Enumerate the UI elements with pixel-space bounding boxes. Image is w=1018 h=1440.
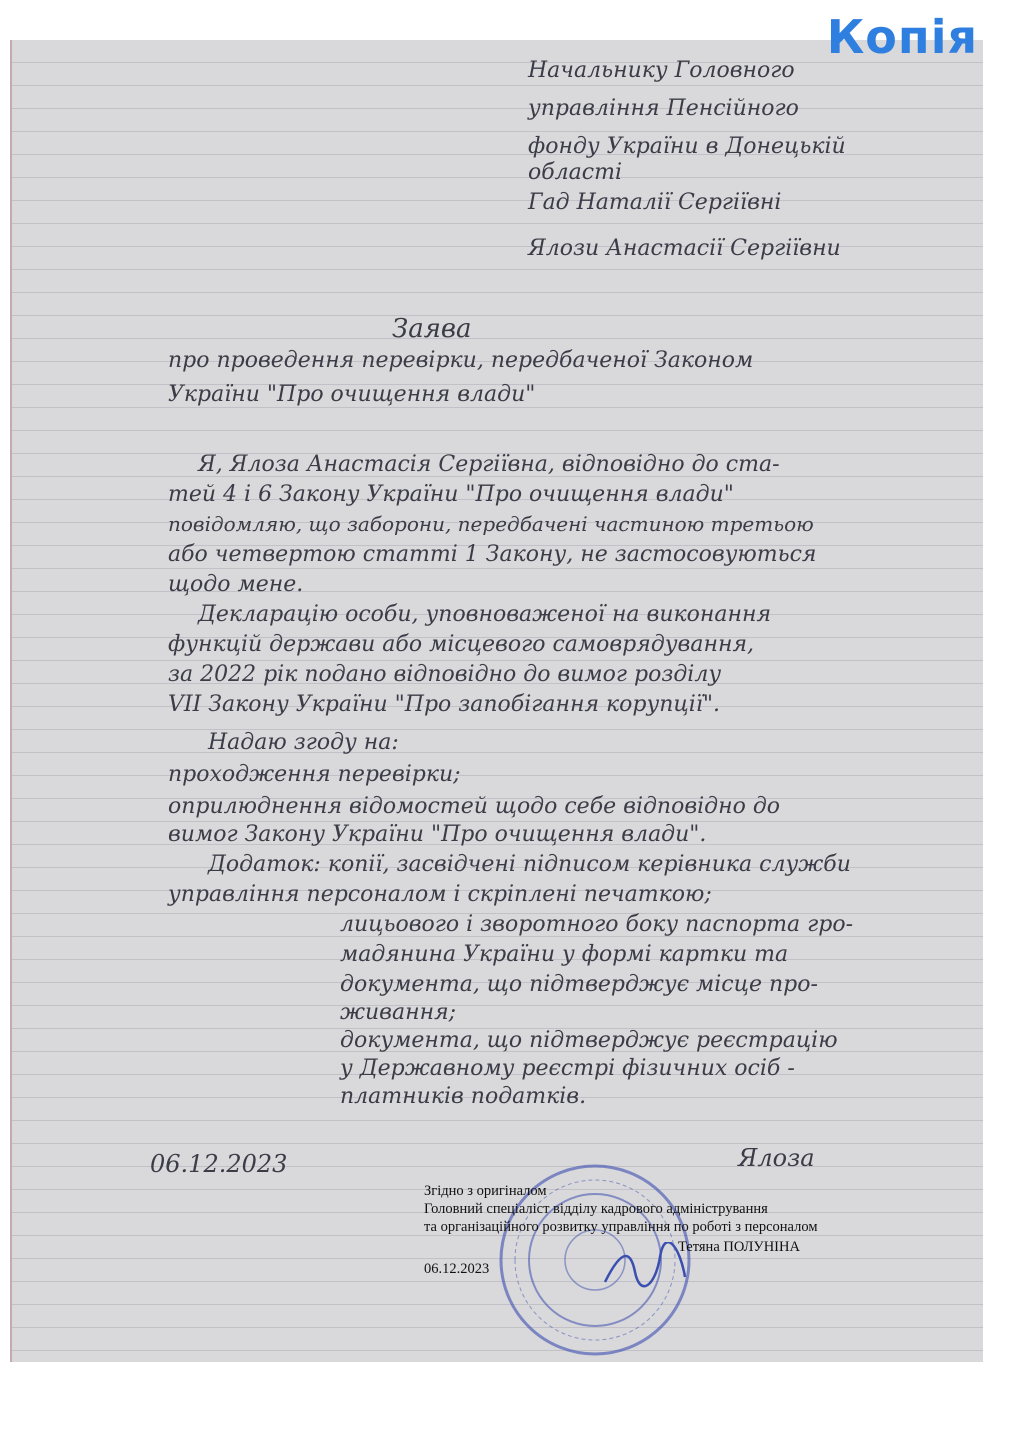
addressee-line: області: [528, 160, 623, 185]
document-subtitle: України "Про очищення влади": [168, 382, 536, 407]
certification-line: та організаційного розвитку управління по роботі з персоналом: [424, 1219, 818, 1235]
body-line: мадянина України у формі картки та: [340, 942, 789, 967]
body-line: щодо мене.: [168, 572, 304, 597]
addressee-line: Начальнику Головного: [528, 58, 795, 83]
addressee-line: Гад Наталії Сергіївні: [528, 190, 782, 215]
body-line: за 2022 рік подано відповідно до вимог розділу: [168, 662, 722, 687]
margin-line: [10, 40, 12, 1362]
body-line: Я, Ялоза Анастасія Сергіївна, відповідно до ста-: [198, 452, 780, 477]
body-line: Додаток: копії, засвідчені підписом керівника служби: [208, 852, 851, 877]
body-line: платників податків.: [340, 1084, 587, 1109]
body-line: документа, що підтверджує місце про-: [340, 972, 818, 997]
document-subtitle: про проведення перевірки, передбаченої Законом: [168, 348, 754, 373]
handwritten-date: 06.12.2023: [150, 1150, 288, 1178]
body-line: документа, що підтверджує реєстрацію: [340, 1028, 838, 1053]
signature-scribble-icon: [600, 1242, 690, 1292]
handwritten-signature: Ялоза: [738, 1144, 815, 1172]
addressee-line: управління Пенсійного: [528, 96, 799, 121]
body-line: Декларацію особи, уповноваженої на виконання: [198, 602, 772, 627]
certification-line: Згідно з оригіналом: [424, 1183, 547, 1199]
body-line: у Державному реєстрі фізичних осіб -: [340, 1056, 795, 1081]
body-line: живання;: [340, 1000, 457, 1025]
body-line: лицьового і зворотного боку паспорта гро-: [340, 912, 854, 937]
body-line: оприлюднення відомостей щодо себе відповідно до: [168, 794, 781, 819]
body-line: управління персоналом і скріплені печаткою;: [168, 882, 712, 907]
certifier-name: Тетяна ПОЛУНІНА: [678, 1239, 800, 1255]
body-line: або четвертою статті 1 Закону, не застосовуються: [168, 542, 817, 567]
body-line: функцій держави або місцевого самоврядування,: [168, 632, 754, 657]
body-line: Надаю згоду на:: [208, 730, 399, 755]
document-title: Заява: [392, 314, 472, 344]
certification-date: 06.12.2023: [424, 1261, 490, 1277]
copy-mark: Копія: [826, 10, 978, 64]
body-line: проходження перевірки;: [168, 762, 461, 787]
addressee-line: Ялози Анастасії Сергіївни: [528, 236, 841, 261]
addressee-line: фонду України в Донецькій: [528, 134, 846, 159]
certification-line: Головний спеціаліст відділу кадрового адміністрування: [424, 1201, 768, 1217]
body-line: VII Закону України "Про запобігання корупції".: [168, 692, 720, 717]
body-line: повідомляю, що заборони, передбачені частиною третьою: [168, 512, 814, 536]
body-line: тей 4 і 6 Закону України "Про очищення влади": [168, 482, 734, 507]
body-line: вимог Закону України "Про очищення влади".: [168, 822, 707, 847]
